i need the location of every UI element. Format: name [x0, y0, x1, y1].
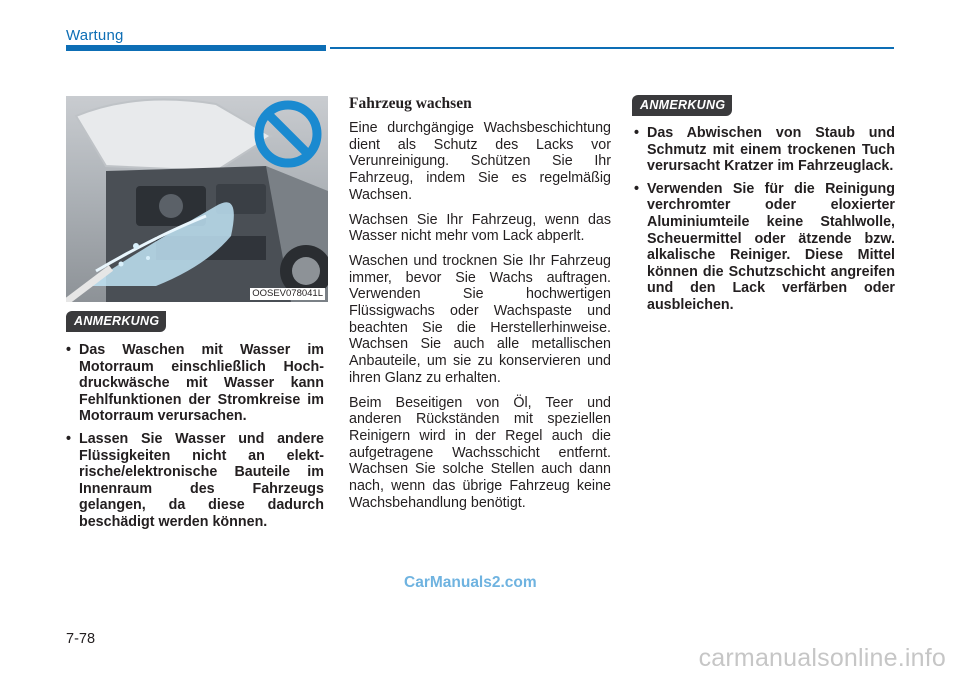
- page-number: 7-78: [66, 631, 96, 647]
- header-rule-thin: [330, 47, 894, 49]
- section-title: Wartung: [66, 27, 124, 44]
- right-note-list: [634, 125, 895, 314]
- left-note-item: • Lassen Sie Wasser und andere Flüssigkeiten nicht an elektrische/elektronische Bauteile im Innenraum des Fahrzeugs gelangen, da diese dadurch beschädigt werden können.: [66, 431, 324, 531]
- left-note-badge: ANMERKUNG: [66, 311, 166, 332]
- watermark-link[interactable]: CarManuals2.com: [404, 574, 537, 591]
- image-code: OOSEV078041L: [252, 288, 323, 299]
- left-note-column: [66, 342, 324, 537]
- car-engine-bay-drawing: [66, 96, 328, 302]
- footer-brand-link[interactable]: carmanualsonline.info: [698, 644, 946, 672]
- paragraph: Beim Beseitigen von Öl, Teer und anderen Rückständen mit speziellen Reinigern wird in der Regel auch die aufgetragene Wachsschicht entfernt. Wachsen Sie solche Stellen auch dann nach, wenn das übrige Fahrzeug keine Wachsbehandlung benötigt.: [349, 394, 611, 511]
- left-note-list: [66, 342, 324, 531]
- header-rule-thick: [66, 45, 326, 51]
- section-heading: Fahrzeug wachsen: [349, 95, 472, 112]
- paragraph: Eine durchgängige Wachsbeschichtung dient als Schutz des Lacks vor Verunreinigung. Schützen Sie Ihr Fahrzeug, indem Sie es regelmäßig Wachsen.: [349, 120, 611, 203]
- right-note-item: • Das Abwischen von Staub und Schmutz mit einem trockenen Tuch verursacht Kratzer im Fahrzeuglack.: [634, 125, 895, 175]
- right-note-badge: ANMERKUNG: [632, 95, 732, 116]
- left-note-item: • Das Waschen mit Wasser im Motorraum einschließlich Hochdruckwäsche mit Wasser kann Fehlfunktionen der Stromkreise im Motorraum verursachen.: [66, 342, 324, 425]
- engine-wash-illustration: [66, 96, 328, 302]
- paragraph: Wachsen Sie Ihr Fahrzeug, wenn das Wasser nicht mehr vom Lack abperlt.: [349, 211, 611, 245]
- paragraph: Waschen und trocknen Sie Ihr Fahrzeug immer, bevor Sie Wachs auftragen. Verwenden Sie hochwertigen Flüssigwachs oder Wachspaste und beachten Sie die Herstellerhinweise. Wachsen Sie auch alle metallischen Anbauteile, um sie zu konservieren und ihren Glanz zu erhalten.: [349, 252, 611, 386]
- right-note-column: [634, 125, 895, 320]
- wax-section: [349, 95, 611, 519]
- right-note-item: • Verwenden Sie für die Reinigung verchromter oder eloxierter Aluminiumteile keine Stahlwolle, Scheuermittel oder ätzende bzw. alkalische Reiniger. Diese Mittel können die Schutzschicht angreifen und den Lack verfärben oder ausbleichen.: [634, 181, 895, 314]
